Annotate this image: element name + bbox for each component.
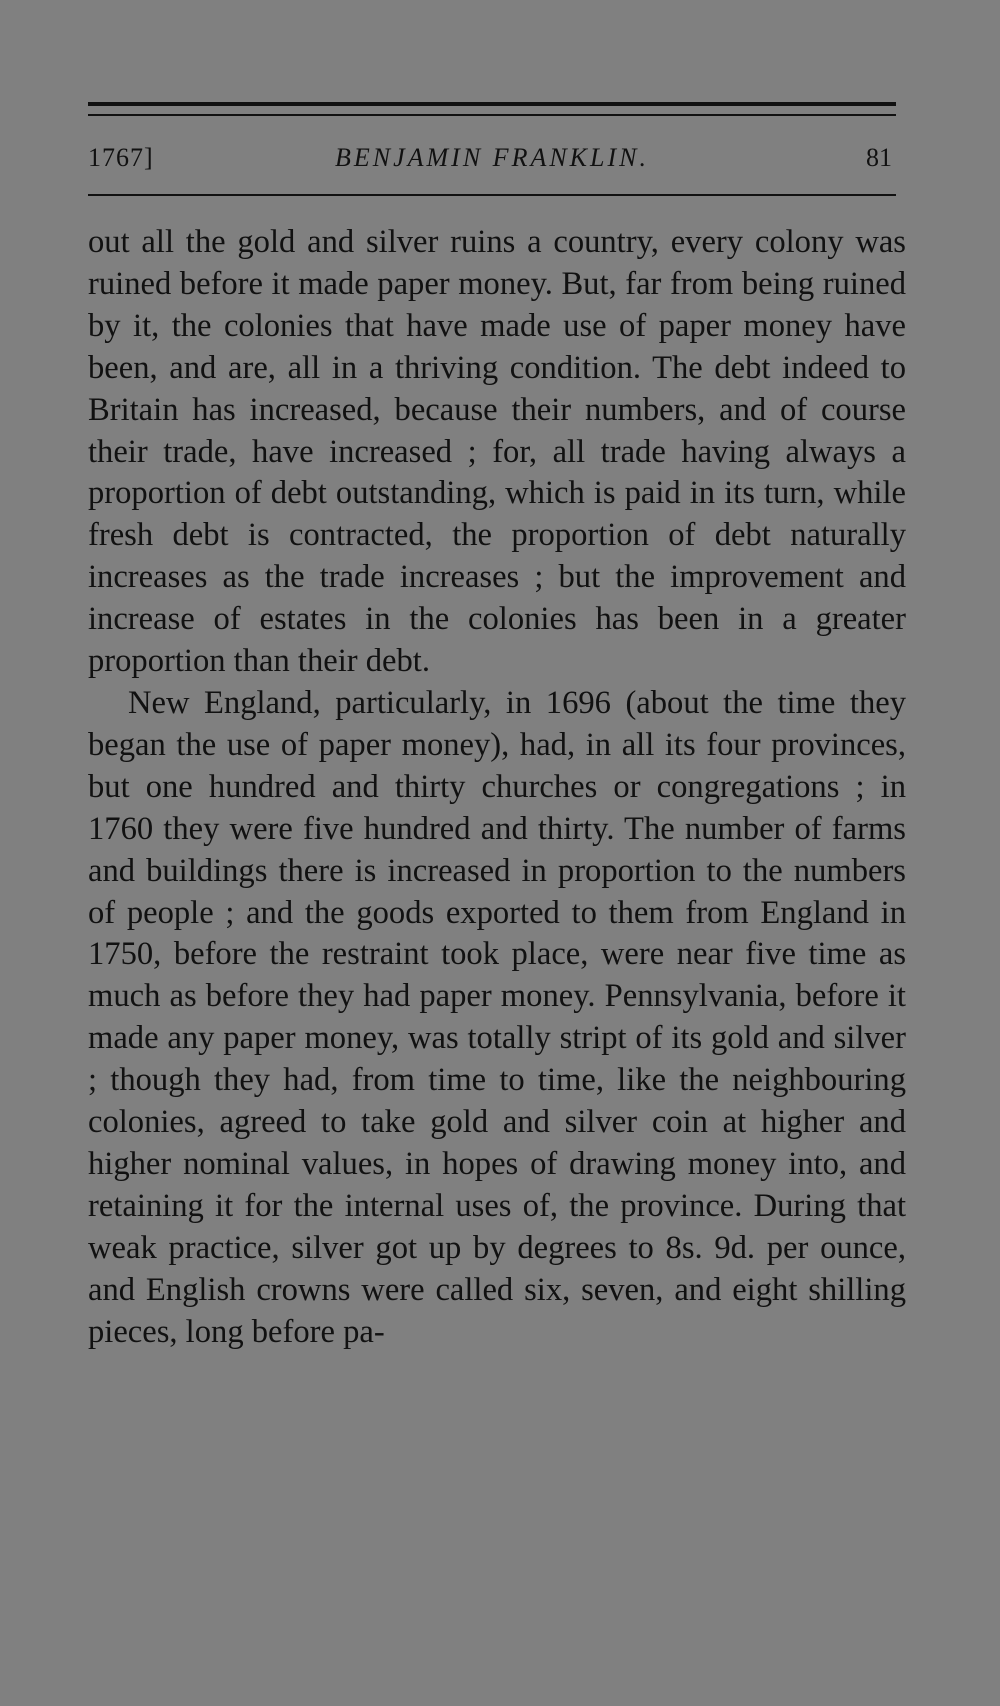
top-rule-thick (88, 102, 896, 106)
top-rule-thin (88, 114, 896, 116)
running-head (88, 138, 896, 178)
paragraph-2: New England, particularly, in 1696 (about the time they began the use of paper money), had, in all its four provinces, but one hundred and thirty churches or congregations ; in 1760 they were five hundred and thirty. The number of farms and buildings there is increased in proportion to the numbers of people ; and the goods exported to them from England in 1750, before the restraint took place, were near five time as much as before they had paper money. Pennsylvania, before it made any paper money, was totally stript of its gold and silver ; though they had, from time to time, like the neighbouring colonies, agreed to take gold and silver coin at higher and higher nominal values, in hopes of drawing money into, and retaining it for the internal uses of, the province. During that weak practice, silver got up by degrees to 8s. 9d. per ounce, and English crowns were called six, seven, and eight shilling pieces, long before pa- (88, 684, 906, 1350)
paragraph-1: out all the gold and silver ruins a country, every colony was ruined before it made paper money. But, far from being ruined by it, the colonies that have made use of paper money have been, and are, all in a thriving condition. The debt indeed to Britain has increased, because their numbers, and of course their trade, have increased ; for, all trade having always a proportion of debt outstanding, which is paid in its turn, while fresh debt is contracted, the proportion of debt naturally increases as the trade increases ; but the improvement and increase of estates in the colonies has been in a greater proportion than their debt. (88, 224, 906, 680)
running-head-title: BENJAMIN FRANKLIN. (335, 143, 649, 172)
body-text (88, 222, 906, 1353)
running-head-date: 1767] (88, 143, 154, 172)
page-number: 81 (866, 143, 892, 172)
header-bottom-rule (88, 194, 896, 196)
